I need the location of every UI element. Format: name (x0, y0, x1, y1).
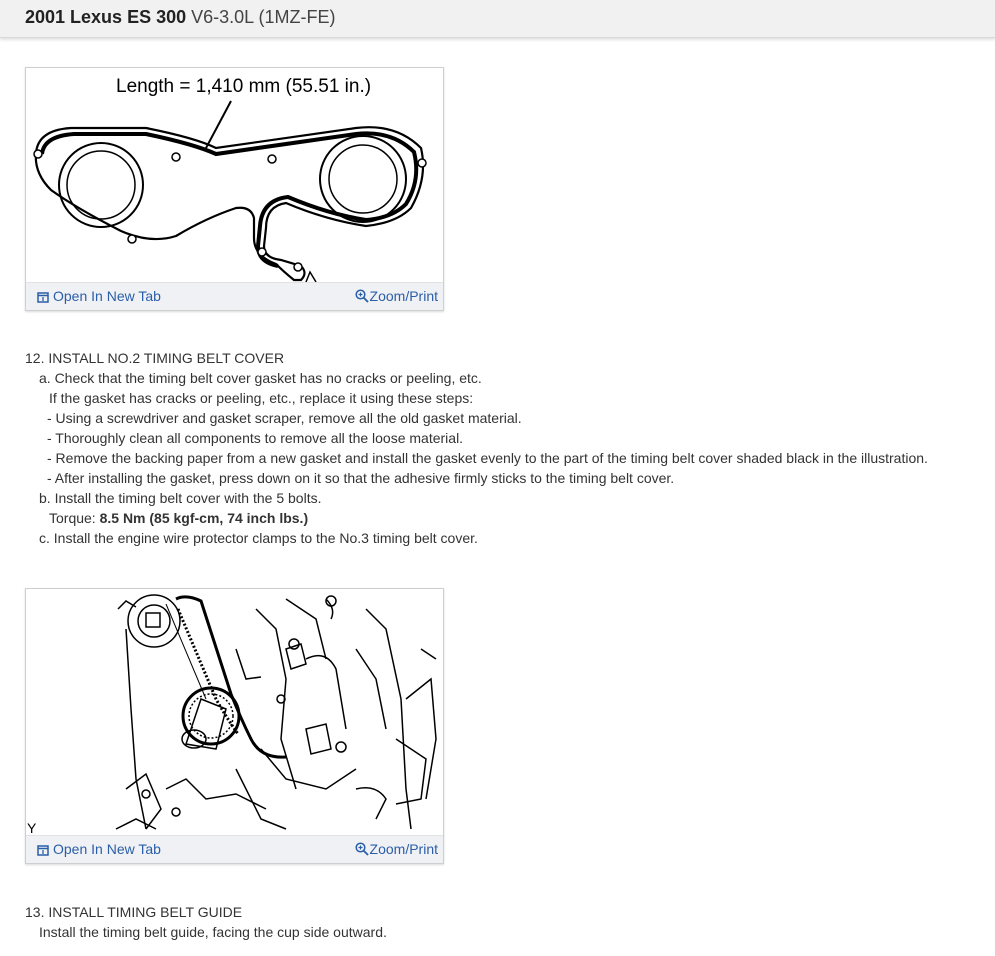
gasket-length-caption: Length = 1,410 mm (55.51 in.) (116, 76, 372, 97)
step-bullet: - Thoroughly clean all components to remove all the loose material. (47, 430, 464, 446)
torque-value: 8.5 Nm (85 kgf-cm, 74 inch lbs.) (99, 510, 309, 526)
torque-spec (25, 508, 928, 528)
step-heading: 12. INSTALL NO.2 TIMING BELT COVER (25, 350, 285, 366)
open-tab-icon (37, 843, 49, 859)
engine-name: V6-3.0L (1MZ-FE) (191, 7, 336, 27)
zoom-print-label: Zoom/Print (369, 841, 438, 857)
open-new-tab-label: Open In New Tab (53, 841, 161, 857)
open-new-tab-label: Open In New Tab (53, 288, 161, 304)
zoom-print-link[interactable] (355, 288, 438, 306)
zoom-in-icon (355, 289, 369, 306)
engine-illustration[interactable] (26, 589, 443, 835)
open-new-tab-link[interactable] (37, 288, 161, 306)
figure-toolbar (26, 282, 443, 310)
gasket-illustration[interactable] (26, 68, 443, 282)
step-bullet: - Remove the backing paper from a new gasket and install the gasket evenly to the part of the timing belt cover shaded black in the illustration. (47, 450, 928, 466)
torque-label: Torque: (49, 510, 96, 526)
figure-corner-label: Y (27, 820, 37, 835)
gasket-figure (25, 67, 444, 311)
step-heading: 13. INSTALL TIMING BELT GUIDE (25, 904, 243, 920)
step-12 (25, 348, 928, 548)
page-title (25, 7, 336, 28)
step-substep: c. Install the engine wire protector clamps to the No.3 timing belt cover. (39, 530, 478, 546)
vehicle-name: 2001 Lexus ES 300 (25, 7, 187, 27)
step-substep: a. Check that the timing belt cover gasket has no cracks or peeling, etc. (39, 370, 482, 386)
page-header (0, 0, 995, 38)
figure-toolbar (26, 835, 443, 863)
zoom-in-icon (355, 842, 369, 859)
step-bullet: - Using a screwdriver and gasket scraper, remove all the old gasket material. (47, 410, 522, 426)
open-tab-icon (37, 290, 49, 306)
step-note: If the gasket has cracks or peeling, etc., replace it using these steps: (49, 390, 474, 406)
step-13 (25, 902, 387, 942)
step-bullet: - After installing the gasket, press down on it so that the adhesive firmly sticks to the timing belt cover. (47, 470, 675, 486)
step-text: Install the timing belt guide, facing the cup side outward. (39, 924, 387, 940)
engine-figure (25, 588, 444, 864)
step-substep: b. Install the timing belt cover with the 5 bolts. (39, 490, 322, 506)
open-new-tab-link[interactable] (37, 841, 161, 859)
zoom-print-label: Zoom/Print (369, 288, 438, 304)
zoom-print-link[interactable] (355, 841, 438, 859)
